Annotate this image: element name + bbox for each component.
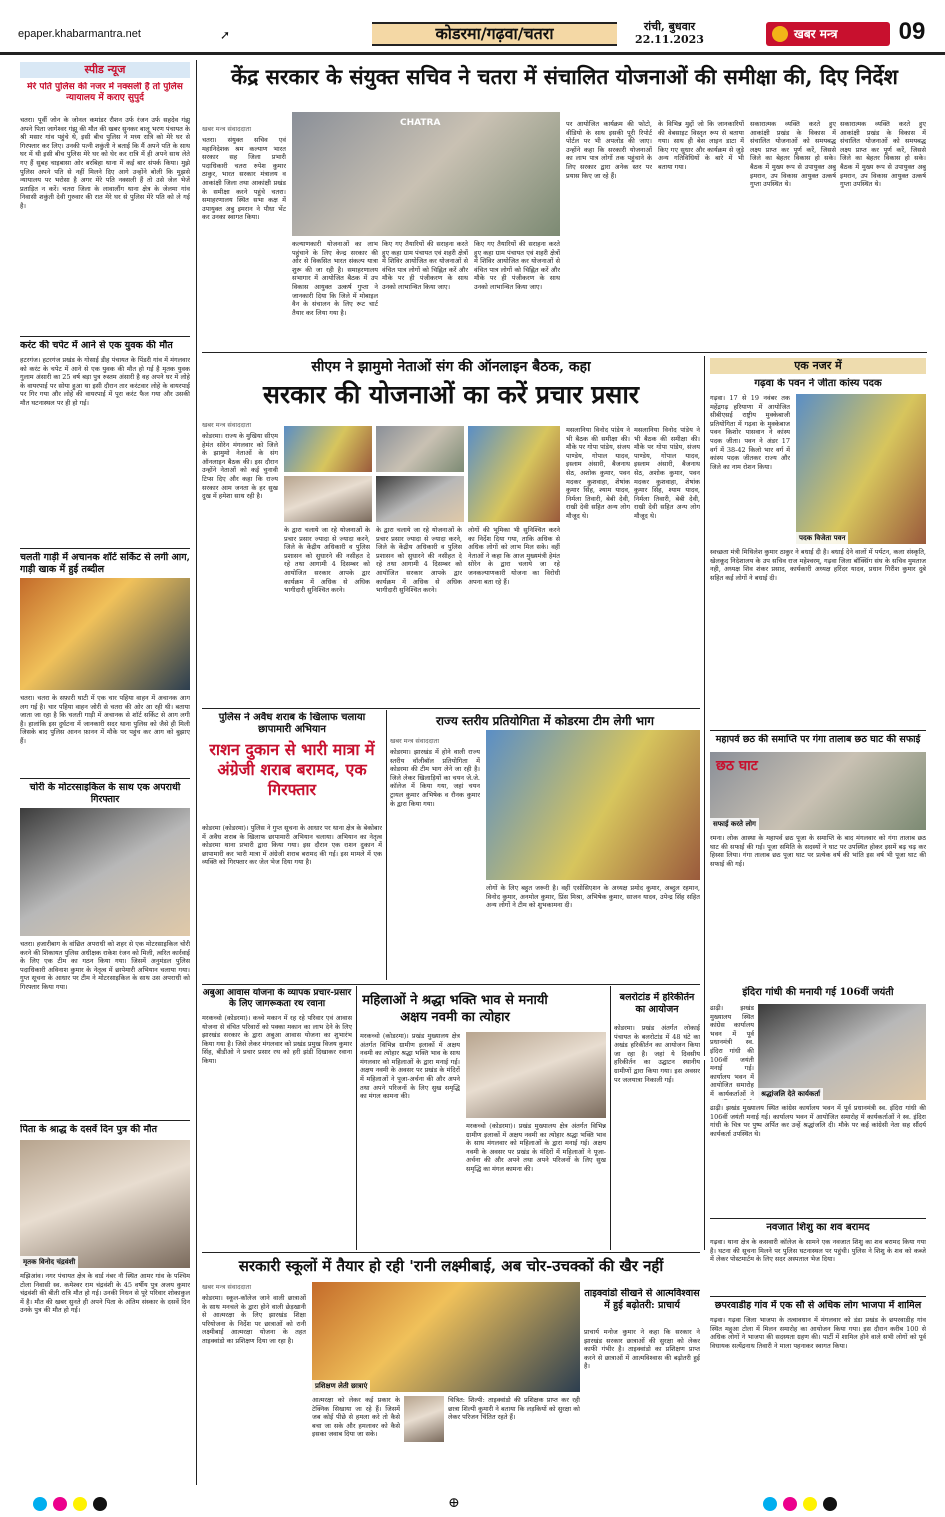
deceased-photo	[20, 1140, 190, 1268]
crosshair-icon: ⊕	[448, 1495, 460, 1511]
online-meeting-photo-5	[468, 426, 560, 522]
volleyball-team-photo	[486, 730, 700, 880]
photo-caption: प्रशिक्षण लेती छात्राएं	[312, 1380, 370, 1392]
schools-side-body: प्राचार्य मनोज कुमार ने कहा कि सरकार ने झारखंड सरकार छात्राओं की सुरक्षा को लेकर काफी गंभीर है। ताइक्वांडो का प्रशिक्षण प्राप्त करने से छात्राओं में आत्मविश्वास की बढ़ोतरी हुई है।	[584, 1328, 700, 1371]
navjaat-headline: नवजात शिशु का शव बरामद	[766, 1222, 870, 1233]
indira-body: ढाढ़ी। झखंड मुख्यालय स्थित कांग्रेस कार्यालय भवन में पूर्व प्रधानमंत्री स्व. इंदिरा गांधी की 106वीं जयंती मनाई गई। कार्यालय भवन में आयोजित समारोह में कार्यकर्ताओं ने स्व. इंदिरा गांधी के चित्र पर पुष्प अर्पित कर उन्हें श्रद्धांजलि दी। मौके पर कई कांग्रेसी नेता सह सौंदर्य कार्यकर्ता उपस्थित थे।	[710, 1104, 926, 1138]
lead-col1: चतरा। संयुक्त सचिव एवं महानिदेशक श्रम कल्याण भारत सरकार सह जिला प्रभारी पदाधिकारी चतरा रुपेश कुमार ठाकुर, भारत सरकार मंत्रालय व आकांक्षी जिला तथा आकांक्षी प्रखंड के समीक्षा करने पहुंचे चतरा। समाहरणालय स्थित सभा कक्ष में उपायुक्त अबु इमरान ने पौधा भेंट कर उनका स्वागत किया।	[202, 136, 286, 222]
second-col2b: के द्वारा चलाये जा रहे योजनाओं के प्रचार प्रसार ज्यादा से ज्यादा करने, जिले के केंद्रीय अधिकारी व पुलिस प्रशासन को सुधारने की नसीहत दे रहे तथा आगामी 4 दिसम्बर को आयोजित सरकार आपके द्वार कार्यक्रम में अधिक से अधिक भागीदारी सुनिश्चित करने।	[376, 526, 462, 595]
story5-body: मझिआंव। नगर पंचायत क्षेत्र के वार्ड नंबर नौ स्थित आमर गांव के पश्चिम टोला निवासी स्व. कमेश्वर राम चंद्रवंशी के 45 वर्षीय पुत्र अजय कुमार चंद्रवंशी की बीती रात्रि मौत हो गई। उनकी निधन से पूरे परिवार शोकाकुल में है। मौत की खबर सुनते ही अपने पिता के अंतिम संस्कार के दसवें दिन उनके पुत्र की मौत हो गई।	[20, 1272, 190, 1315]
divider	[710, 730, 926, 731]
photo-sign-text: छठ घाट	[716, 758, 758, 774]
nazar-headline: गढ़वा के पवन ने जीता कांस्य पदक	[754, 378, 882, 389]
schools-headline: सरकारी स्कूलों में तैयार हो रही 'रानी लक्ष्मीबाई, अब चोर-उचक्कों की खैर नहीं	[238, 1257, 664, 1275]
column-rule	[356, 986, 357, 1250]
yellow-mark-icon	[803, 1497, 817, 1511]
divider	[202, 708, 700, 709]
column-rule	[386, 710, 387, 980]
divider	[710, 1296, 926, 1297]
lead-headline: केंद्र सरकार के संयुक्त सचिव ने चतरा में संचालित योजनाओं की समीक्षा की, दिए निर्देश	[231, 64, 898, 89]
akshay-navami-photo	[466, 1032, 606, 1118]
story2-headline: करंट की चपेट में आने से एक युवक की मौत	[20, 340, 173, 351]
second-col4: मसलानिया विनोद पांडेय ने भी बैठक की समीक्षा की। मौके पर गोपा पांडेय, संजय पाण्डेय, गोपाल यादव, इस्लाम अंसारी, बैजनाथ सेठ, अशोक कुमार, पवन मदकर कुशवाहा, शेषांक कुमार सिंह, श्याम यादव, निर्मला तिवारी, बेबी देवी, राखी देवी सहित अन्य लोग मौजूद थे।	[566, 426, 630, 520]
schools-col2: आत्मरक्षा को लेकर कई प्रकार के टेक्निक सिखाया जा रहे हैं। जिसमें जब कोई पीछे से हमला करे तो कैसे बचा जा सके और हमलावर को कैसे इसका जवाब दिया जा सके।	[312, 1396, 400, 1439]
shraab-subhead: राशन दुकान से भारी मात्रा में अंग्रेजी शराब बरामद, एक गिरफ्तार	[209, 740, 375, 799]
divider	[202, 352, 927, 353]
second-col2: के द्वारा चलाये जा रहे योजनाओं के प्रचार प्रसार ज्यादा से ज्यादा करने, जिले के केंद्रीय अधिकारी व पुलिस प्रशासन को सुधारने की नसीहत दे रहे तथा आगामी 4 दिसम्बर को आयोजित सरकार आपके द्वार कार्यक्रम में अधिक से अधिक भागीदारी सुनिश्चित करने।	[284, 526, 370, 595]
navjaat-body: गढ़वा। थाना क्षेत्र के कसवारी कॉलेज के सामने एक नवजात शिशु का शव बरामद किया गया है। घटना की सूचना मिलने पर पुलिस घटनास्थल पर पहुंची। पुलिस ने शिशु के शव को कब्जे में लेकर पोस्टमार्टम के लिए सदर अस्पताल भेज दिया।	[710, 1238, 926, 1264]
divider	[202, 984, 700, 985]
lead-col6: सकारात्मक व्यक्ति करते हुए आकांक्षी प्रखंड के विकास में संचालित योजनाओं को समयबद्ध लक्ष्य प्राप्त कर पूर्ण करें, जिससे जिले का बेहतर विकास हो सके। बैठक में मुख्य रूप से उपायुक्त अबु इमरान, उप विकास आयुक्त उत्कर्ष गुप्ता उपस्थित थे।	[750, 120, 836, 189]
chhath-ghat-photo	[710, 752, 926, 830]
second-byline: खबर मन्त्र संवाददाता	[202, 421, 252, 429]
section-title: कोडरमा/गढ़वा/चतरा	[372, 22, 617, 46]
story1-body: चतरा। पूर्वी जोन के जोनल कमांडर रौशन उर्फ रंजन उर्फ सहदेव गंझू अपने पिता जागेश्वर गंझू की मौत की खबर सुनकर बालू भरण पंचायत के श्री मसार गांव पहुंचे थे, इसी बीच पुलिस ने मध्य रात्रि को मेरे घर से गिरफ्तार कर लिए। उनकी पत्नी शकुंती ने बताई कि मैं अपने पति के साथ घर में थी इसी बीच पुलिस मेरे घर को घेर कर रात्रि में ही अपने साथ लेते गए हैं सुबह चाइबासा ओर बरबिहा थाना में कई बार संपर्क किया। मुझे पुलिस अपने पति से नहीं मिलने दिए आगे उन्होंने बोली कि मुझसे न्यायालय पर भरोसा है अगर मेरे पति नक्सली हैं तो उसे जेल भेजें प्रताड़ित न करें। चतरा जिला के लावालौंग थाना क्षेत्र के जेलमा गांव निवासी शकुंती देवी गुरुवार की रात मेरे घर से पुलिस मेरे पति को ले गई है।	[20, 116, 190, 210]
place-day: रांची, बुधवार	[643, 20, 696, 33]
schools-byline: खबर मन्त्र संवाददाता	[202, 1283, 252, 1291]
divider	[710, 1218, 926, 1219]
lead-col5: के विभिन्न मुद्दों जो कि जानकारियों की वेबसाइट विस्तृत रूप से बताया गया। साथ ही बेस लाइन डाटा में किए गए सुधार और कार्यक्रम से जुड़े अन्य गतिविधियों के बारे में भी बताया गया।	[658, 120, 744, 171]
divider	[20, 336, 190, 337]
black-mark-icon	[823, 1497, 837, 1511]
akshay-headline: महिलाओं ने श्रद्धा भक्ति भाव से मनायी अक्षय नवमी का त्योहार	[362, 993, 548, 1025]
column-rule	[704, 356, 705, 1056]
print-registration-marks	[0, 1492, 945, 1517]
meeting-photo	[292, 112, 560, 236]
chhath-body: रमना। लोक आस्था के महापर्व छठ पूजा के समाप्ति के बाद मंगलवार को गंगा तालाब छठ घाट की सफाई की गई। पूजा समिति के सदस्यों ने घाट पर उपस्थित होकर इसमें बढ़ चढ़ कर हिस्सा लिया। गंगा तालाब छठ पूजा घाट पर प्रत्येक वर्ष की भांति इस वर्ष भी पूजा घाट की सफाई की गई।	[710, 834, 926, 868]
trainee-portrait-photo	[404, 1396, 444, 1442]
column-rule	[704, 1060, 705, 1250]
photo-caption: पदक विजेता पवन	[796, 532, 848, 544]
online-meeting-photo-4	[376, 476, 464, 522]
indira-tribute-photo	[758, 1004, 926, 1100]
akshay-body: मरकच्चो (कोडरमा)। प्रखंड मुख्यालय क्षेत्र अंतर्गत विभिन्न ग्रामीण इलाकों में अक्षय नवमी का त्योहार श्रद्धा भक्ति भाव के साथ मंगलवार को महिलाओं के द्वारा मनाई गई। अक्षय नवमी के अवसर पर प्रखंड के मंदिरों में महिलाओं ने पूजा-अर्चना की और अपने तथा अपने परिजनों के लिए सुख समृद्धि का मंगल कामना की।	[360, 1032, 460, 1101]
story5-headline: पिता के श्राद्ध के दसवें दिन पुत्र की मौत	[20, 1124, 158, 1135]
shraab-body: कोडरमा (कोडरमा)। पुलिस ने गुप्त सूचना के आधार पर थाना क्षेत्र के बेकोबार में अवैध शराब के खिलाफ छापामारी अभियान चलाया। अभियान का नेतृत्व कोडरमा थाना प्रभारी द्वारा किया गया। इस दौरान एक राशन दुकान में छापामारी कर भारी मात्रा में अंग्रेजी शराब बरामद की गई। इस मामले में एक व्यक्ति को गिरफ्तार कर जेल भेज दिया गया है।	[202, 824, 382, 867]
lead-col6b: सकारात्मक व्यक्ति करते हुए आकांक्षी प्रखंड के विकास में संचालित योजनाओं को समयबद्ध लक्ष्य प्राप्त कर पूर्ण करें, जिससे जिले का बेहतर विकास हो सके। बैठक में मुख्य रूप से उपायुक्त अबु इमरान, उप विकास आयुक्त उत्कर्ष गुप्ता उपस्थित थे।	[840, 120, 926, 189]
nazar-tag: एक नजर में	[710, 358, 926, 374]
story4-body: चतरा। हजारीबाग के वांछित अपराधी को शहर से एक मोटरसाइकिल चोरी करने की शिकायत पुलिस अधीक्षक राकेश रंजन को मिली, त्वरित कार्रवाई के लिए एक टीम का गठन किया गया। जिसमें अनुमंडल पुलिस पदाधिकारी अविनाश कुमार के नेतृत्व में छापेमारी अभियान चलाया गया। गुप्त सूचना के आधार पर टीम ने मोटरसाइकिल के साथ उस अपराधी को गिरफ्तार किया गया।	[20, 940, 190, 991]
shraab-headline: पुलिस ने अवैध शराब के खिलाफ चलाया छापामारी अभियान	[218, 712, 366, 735]
brand-emblem-icon	[772, 26, 788, 42]
online-meeting-photo-3	[284, 476, 372, 522]
online-meeting-photo-2	[376, 426, 464, 472]
lead-byline: खबर मन्त्र संवाददाता	[202, 125, 252, 133]
lead-col3b: किए गए तैयारियों की सराहना करते हुए कहा ग्राम पंचायत एवं शहरी क्षेत्रों में शिविर आयोजित कर योजनाओं से वंचित पात्र लोगों को चिह्नित करें और मौके पर ही पंजीकरण के साथ उनको लाभान्वित किया जाए।	[474, 240, 560, 291]
schools-col1: कोडरमा। स्कूल-कॉलेज जाने वाली छात्राओं के साथ मनचले के द्वारा होने वाली छेड़खानी से आत्मरक्षा के लिए झारखंड शिक्षा परियोजना के निर्देश पर छात्राओं को रानी लक्ष्मीबाई आत्मरक्षा योजना के तहत ताइक्वांडो का प्रशिक्षण दिया जा रहा है।	[202, 1294, 306, 1345]
sports-col2: लोगों के लिए बहुत जरूरी है। वहीं एसोसिएशन के अध्यक्ष प्रमोद कुमार, अब्दुल रहमान, विनोद कुमार, अनमोल कुमार, प्रिंस मिश्रा, अभिषेक कुमार, साजन यादव, उपेन्द्र सिंह सहित अन्य लोगों ने टीम को शुभकामना दी।	[486, 884, 700, 910]
second-col3: लोगों की भूमिका भी सुनिश्चित करने का निर्देश दिया गया, ताकि अधिक से अधिक लोगों को लाभ मिल सके। वहीं नेताओं ने कहा कि आज मुख्यमंत्री हेमंत सोरेन के द्वारा चलाये जा रहे जनकल्याणकारी योजना का विरोधी अपना बता रहे हैं।	[468, 526, 560, 586]
divider	[20, 1120, 190, 1121]
bjp-body: गढ़वा। गढ़वा जिला भाजपा के तत्वावधान में मंगलवार को डंडा प्रखंड के छपरवाडीह गांव स्थित महुआ टोला में मिलन समारोह का आयोजन किया गया। इस दौरान करीब 100 से अधिक लोगों ने भाजपा की सदस्यता ग्रहण की। पार्टी में शामिल होने वाले सभी लोगों को पूर्व विधायक सत्येंद्रनाथ तिवारी ने माला पहनाकर स्वागत किया।	[710, 1316, 926, 1350]
yellow-mark-icon	[73, 1497, 87, 1511]
cursor-icon: ➚	[220, 28, 231, 42]
column-rule	[610, 986, 611, 1250]
header-rule	[0, 52, 945, 55]
chhath-headline: महापर्व छठ की समाप्ति पर गंगा तालाब छठ घाट की सफाई	[715, 734, 921, 745]
taekwondo-training-photo	[312, 1282, 580, 1392]
boxer-medal-photo	[796, 394, 926, 544]
divider	[202, 1252, 700, 1253]
lead-col2: कल्याणकारी योजनाओं का लाभ पहुंचाने के लिए केन्द्र सरकार की ओर से विकसित भारत संकल्प यात्रा शुरू की जा रही है। समाहरणालय सभागार में आयोजित बैठक में उप विकास आयुक्त उत्कर्ष गुप्ता ने जानकारी दिया कि जिले में मोबाइल वैन के संचालन के लिए रूट चार्ट तैयार कर लिया गया है।	[292, 240, 378, 317]
bjp-headline: छपरवाडीह गांव में एक सौ से अधिक लोग भाजपा में शामिल	[714, 1300, 922, 1311]
nazar-body2: स्वच्छता मंत्री मिथिलेश कुमार ठाकुर ने बधाई दी है। बधाई देने वालों में पर्यटन, कला संस्कृति, खेलकूद निदेशालय के उप सचिव राज महेश्वरम्, गढ़वा जिला बॉक्सिंग संघ के सचिव मुमताज नही, अध्यक्ष शिव शंकर प्रसाद, कार्यकारी अध्यक्ष हरिंदर यादव, प्रधान गिरीश कुमार दुबे सहित कई लोगों ने बधाई दी।	[710, 548, 926, 582]
speed-news-kicker: स्पीड न्यूज	[20, 62, 190, 78]
story1-headline: मेरे पति पुलिस की नजर में नक्सली हैं तो पुलिस न्यायालय में कराए सुपुर्द	[27, 82, 183, 103]
brand-logo: खबर मन्त्र	[766, 22, 890, 46]
arrest-photo	[20, 808, 190, 936]
second-headline: सरकार की योजनाओं का करें प्रचार प्रसार	[262, 380, 640, 409]
sports-byline: खबर मन्त्र संवाददाता	[390, 737, 440, 745]
site-url[interactable]: epaper.khabarmantra.net	[18, 28, 141, 40]
schools-side-headline: ताइक्वांडो सीखने से आत्मविश्वास में हुई बढ़ोतरी: प्राचार्य	[584, 1288, 700, 1311]
second-col1: कोडरमा। राज्य के मुखिया सीएम हेमंत सोरेन मंगलवार को जिले के झामुमो नेताओं के संग ऑनलाइन बैठक की। इस दौरान उन्होंने नेताओं को कई चुनावी टिप्स दिए और कहा कि राज्य सरकार आम जनता के हर सुख दुख में हमेशा साथ रही है।	[202, 432, 278, 501]
date: 22.11.2023	[635, 33, 704, 46]
awas-body: मरकच्चो (कोडरमा)। कच्चे मकान में रह रहे परिवार एवं आवास योजना से वंचित परिवारों को पक्का मकान का लाभ देने के लिए झारखंड सरकार के द्वारा अबुआ आवास योजना का शुभारंभ किया गया है। जिसे लेकर मंगलवार को प्रखंड प्रमुख विजय कुमार सिंह, बीडीओ ने प्रचार प्रसार रथ को हरी झंडी दिखाकर रवाना किया।	[202, 1014, 352, 1065]
car-fire-photo	[20, 578, 190, 690]
schools-quote: चित्रित: शिल्पी: ताइक्वांडो की प्रशिक्षक प्राप्त कर रही छात्रा शिल्पी कुमारी ने बताया कि लड़कियों को सुरक्षा को लेकर परिजन चिंतित रहते हैं।	[448, 1396, 580, 1422]
black-mark-icon	[93, 1497, 107, 1511]
photo-banner-text: CHATRA	[400, 118, 441, 128]
harikirtan-body: कोडरमा। प्रखंड अंतर्गत लोकाई पंचायत के बलरोटांड में 48 घंटे का अखंड हरिकीर्तन का आयोजन किया जा रहा है। जहां ये दिवसीय हरिकीर्तन का उद्घाटन स्थानीय ग्रामीणों द्वारा किया गया। इस अवसर पर जलयात्रा निकाली गई।	[614, 1024, 700, 1084]
second-subhead: सीएम ने झामुमो नेताओं संग की ऑनलाइन बैठक, कहा	[311, 359, 591, 375]
sports-col1: कोडरमा। झारखंड में होने वाली राज्य स्तरीय वॉलीबॉल प्रतियोगिता में कोडरमा की टीम भाग लेने जा रही है। जिले लेकर खिलाड़ियों का चयन जे.जे. कॉलेज में किया गया, जहां चयन ट्रायल कुमार अभिषेक व रौनक कुमार के द्वारा किया गया।	[390, 748, 480, 808]
online-meeting-photo-1	[284, 426, 372, 472]
dateline	[622, 20, 717, 46]
nazar-body1: गढ़वा। 17 से 19 नवंबर तक महेंद्रगढ़ हरियाणा में आयोजित सीबीएसई राष्ट्रीय मुक्केबाजी प्रतियोगिता में गढ़वा के मुक्केबाज पवन किशोर पासवान ने कांस्य पदक जीता। पवन ने अंडर 17 वर्ग में 38-42 किलो भार वर्ग में कांस्य पदक जीतकर राज्य और जिले का नाम रोशन किया।	[710, 394, 790, 471]
photo-caption: सफाई करते लोग	[710, 818, 759, 830]
divider	[20, 778, 190, 779]
harikirtan-headline: बलरोटांड में हरिकीर्तन का आयोजन	[619, 992, 695, 1015]
divider	[20, 548, 190, 549]
photo-caption: श्रद्धांजलि देते कार्यकर्ता	[758, 1088, 823, 1100]
story3-headline: चलती गाड़ी में अचानक शॉर्ट सर्किट से लगी आग, गाड़ी खाक में हुई तब्दील	[20, 552, 190, 575]
lead-col4: पर आयोजित कार्यक्रम की फोटो, वीडियो के साथ इसकी पूरी रिपोर्ट पोर्टल पर भी अपलोड की जाए। उन्होंने कहा कि सरकारी योजनाओं का लाभ पात्र लोगों तक पहुंचाने के लिए सरकार द्वारा अनेक स्तर पर प्रयास किए जा रहे हैं।	[566, 120, 652, 180]
magenta-mark-icon	[783, 1497, 797, 1511]
awas-headline: अबुआ आवास योजना के व्यापक प्रचार-प्रसार के लिए जागरूकता रथ रवाना	[202, 988, 352, 1009]
indira-headline: इंदिरा गांधी की मनायी गई 106वीं जयंती	[742, 987, 894, 998]
lead-col3: किए गए तैयारियों की सराहना करते हुए कहा ग्राम पंचायत एवं शहरी क्षेत्रों में शिविर आयोजित कर योजनाओं से वंचित पात्र लोगों को चिह्नित करें और मौके पर ही पंजीकरण के साथ उनको लाभान्वित किया जाए।	[382, 240, 468, 291]
story3-body: चतरा। चतरा के सफ़ारी घाटी में एक चार पहिया वाहन में अचानक आग लग गई है। चार पहिया वाहन जोरी से चतरा की ओर आ रही थी। बताया जाता जा रहा है कि चलती गाड़ी में अचानक से शॉर्ट सर्किट से आग लगी है। हालांकि इस दुर्घटना में जानकारी सदर थाना पुलिस को जैसे ही मिली जिसके बाद पुलिस आनन फ़ानन में मौके पर पहुंच कर आग को बुझाए हैं।	[20, 694, 190, 745]
sports-headline: राज्य स्तरीय प्रतियोगिता में कोडरमा टीम लेगी भाग	[436, 714, 654, 728]
page-number: 09	[898, 18, 926, 45]
story4-headline: चोरी के मोटरसाइकिल के साथ एक अपराधी गिरफ्तार	[29, 782, 181, 805]
cyan-mark-icon	[763, 1497, 777, 1511]
story2-body: हटरगंज। हटरगंज प्रखंड के गोसाई डीह पंचायत के पिंडरी गांव में मंगलवार को करंट के चपेट में आने से एक युवक की मौत हो गई है मृतक युवक गुलाम अंसारी का 25 वर्ष बड़ा पुत्र रुस्तम अंसारी है वह अपने घर में लोहे के वायरपाई पर सोया हुआ था इसी दौरान तार करंटवार लोहे के वायरपाई पर गिर गया और लोहे की वायरपाई में पूरा करंट फैल गया और उसकी मौत घटनास्थल पर ही हो गई।	[20, 356, 190, 407]
magenta-mark-icon	[53, 1497, 67, 1511]
second-col4b: मसलानिया विनोद पांडेय ने भी बैठक की समीक्षा की। मौके पर गोपा पांडेय, संजय पाण्डेय, गोपाल यादव, इस्लाम अंसारी, बैजनाथ सेठ, अशोक कुमार, पवन मदकर कुशवाहा, शेषांक कुमार सिंह, श्याम यादव, निर्मला तिवारी, बेबी देवी, राखी देवी सहित अन्य लोग मौजूद थे।	[634, 426, 700, 520]
indira-body-intro: ढाढ़ी। झखंड मुख्यालय स्थित कांग्रेस कार्यालय भवन में पूर्व प्रधानमंत्री स्व. इंदिरा गांधी की 106वीं जयंती मनाई गई। कार्यालय भवन में आयोजित समारोह में कार्यकर्ताओं ने	[710, 1004, 754, 1098]
column-rule	[196, 60, 197, 1485]
akshay-body-cont: मरकच्चो (कोडरमा)। प्रखंड मुख्यालय क्षेत्र अंतर्गत विभिन्न ग्रामीण इलाकों में अक्षय नवमी का त्योहार श्रद्धा भक्ति भाव के साथ मंगलवार को महिलाओं के द्वारा मनाई गई। अक्षय नवमी के अवसर पर प्रखंड के मंदिरों में महिलाओं ने पूजा-अर्चना की और अपने तथा अपने परिजनों के लिए सुख समृद्धि का मंगल कामना की।	[466, 1122, 606, 1173]
photo-caption: मृतक विनोद चंद्रवंशी	[20, 1256, 78, 1268]
cyan-mark-icon	[33, 1497, 47, 1511]
